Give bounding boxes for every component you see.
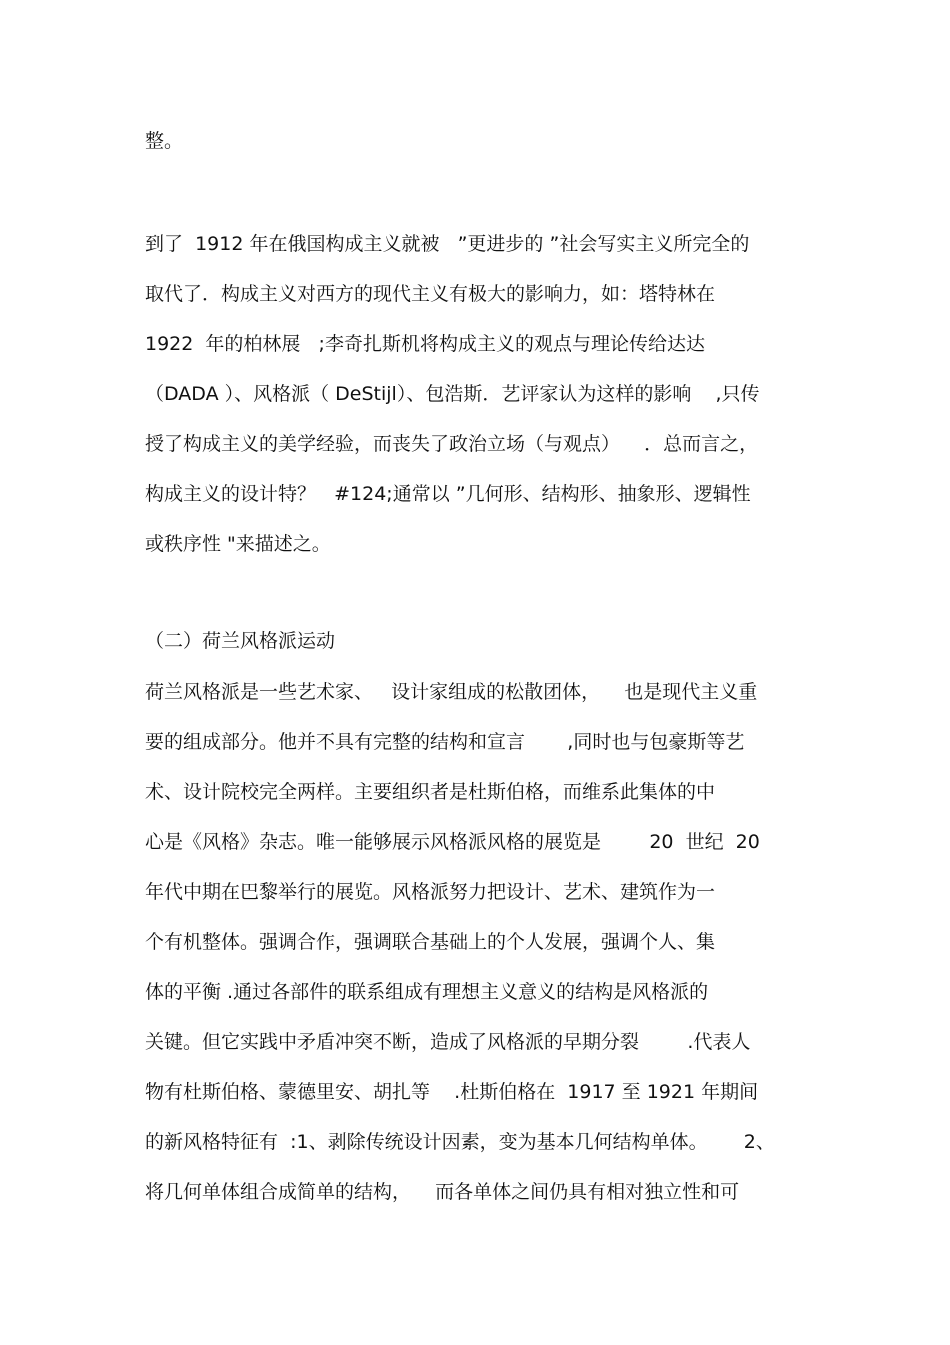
text-line: 要的组成部分。他并不具有完整的结构和宣言 ,同时也与包豪斯等艺 — [145, 731, 745, 753]
text-line: 到了 1912 年在俄国构成主义就被 ”更进步的 ”社会写实主义所完全的 — [145, 233, 750, 255]
text-line: 年代中期在巴黎举行的展览。风格派努力把设计、艺术、建筑作为一 — [145, 881, 716, 903]
text-line: 个有机整体。强调合作，强调联合基础上的个人发展，强调个人、集 — [145, 931, 716, 953]
text-line: 术、设计院校完全两样。主要组织者是杜斯伯格，而维系此集体的中 — [145, 781, 716, 803]
text-line: 的新风格特征有 :1、剥除传统设计因素，变为基本几何结构单体。 2、 — [145, 1131, 775, 1153]
text-line: 1922 年的柏林展 ;李奇扎斯机将构成主义的观点与理论传给达达 — [145, 333, 705, 355]
text-line: 关键。但它实践中矛盾冲突不断，造成了风格派的早期分裂 .代表人 — [145, 1031, 751, 1053]
text-line: 心是《风格》杂志。唯一能够展示风格派风格的展览是 20 世纪 20 — [145, 831, 760, 853]
text-line: 整。 — [145, 130, 184, 152]
text-line: 或秩序性 "来描述之。 — [145, 533, 331, 555]
text-line: 物有杜斯伯格、蒙德里安、胡扎等 .杜斯伯格在 1917 至 1921 年期间 — [145, 1081, 759, 1103]
text-line: 构成主义的设计特？ #124;通常以 ”几何形、结构形、抽象形、逻辑性 — [145, 483, 751, 505]
text-line: 取代了．构成主义对西方的现代主义有极大的影响力，如：塔特林在 — [145, 283, 716, 305]
text-line: 荷兰风格派是一些艺术家、 设计家组成的松散团体， 也是现代主义重 — [145, 681, 758, 703]
section-heading: （二）荷兰风格派运动 — [145, 630, 336, 652]
text-line: （DADA ）、风格派（ DeStijl）、包浩斯．艺评家认为这样的影响 ,只传 — [145, 383, 760, 405]
text-line: 将几何单体组合成简单的结构， 而各单体之间仍具有相对独立性和可 — [145, 1181, 740, 1203]
text-line: 体的平衡 .通过各部件的联系组成有理想主义意义的结构是风格派的 — [145, 981, 709, 1003]
text-line: 授了构成主义的美学经验，而丧失了政治立场（与观点） ．总而言之， — [145, 433, 759, 455]
